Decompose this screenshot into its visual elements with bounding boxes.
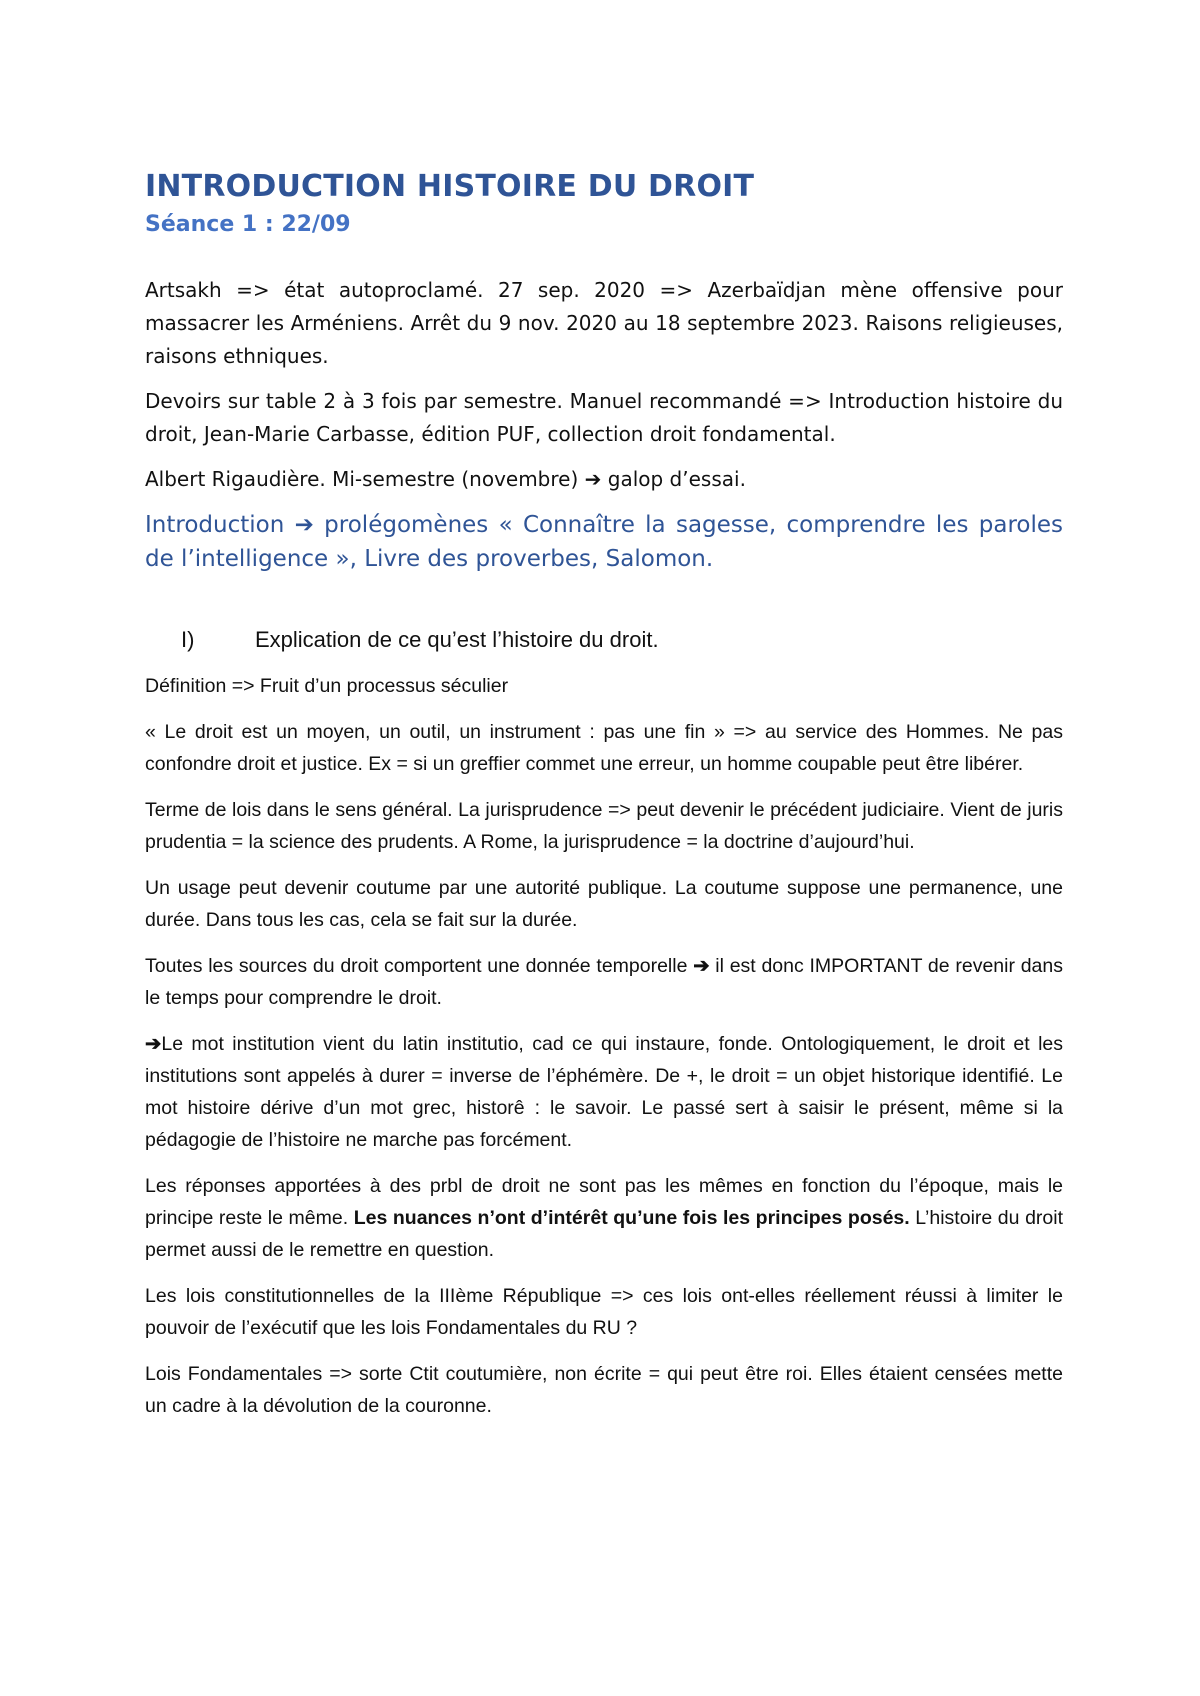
section-number: I) (181, 627, 195, 652)
section-title: Explication de ce qu’est l’histoire du droit. (255, 627, 659, 652)
paragraph-lois-constitutionnelles: Les lois constitutionnelles de la IIIème République => ces lois ont-elles réellement réussi à limiter le pouvoir de l’exécutif que les lois Fondamentales du RU ? (145, 1285, 1063, 1339)
sources-conclusion: il est donc IMPORTANT de revenir dans le temps pour comprendre le droit. (145, 955, 1063, 1009)
page-title: INTRODUCTION HISTOIRE DU DROIT (145, 169, 755, 204)
paragraph-artsakh: Artsakh => état autoproclamé. 27 sep. 2020 => Azerbaïdjan mène offensive pour massacrer les Arméniens. Arrêt du 9 nov. 2020 au 18 septembre 2023. Raisons religieuses, raisons ethniques. (145, 278, 1063, 368)
histoire-question-text: L’histoire du droit permet aussi de le remettre en question. (145, 1207, 1063, 1261)
paragraph-sources (145, 950, 1063, 1014)
arrow-right-icon: ➔ (693, 955, 710, 977)
paragraph-devoirs: Devoirs sur table 2 à 3 fois par semestre. Manuel recommandé => Introduction histoire du droit, Jean-Marie Carbasse, édition PUF, collection droit fondamental. (145, 389, 1063, 446)
institution-text: Le mot institution vient du latin institutio, cad ce qui instaure, fonde. Ontologiquement, le droit et les institutions sont appelés à durer = inverse de l’éphémère. De +, le droit = un objet historique identifié. Le mot histoire dérive d’un mot grec, historê : le savoir. Le passé sert à saisir le présent, même si la pédagogie de l’histoire ne marche pas forcément. (145, 1033, 1063, 1151)
section-heading-1 (145, 624, 1063, 656)
paragraph-jurisprudence: Terme de lois dans le sens général. La jurisprudence => peut devenir le précédent judiciaire. Vient de juris prudentia = la science des prudents. A Rome, la jurisprudence = la doctrine d’aujourd’hui. (145, 799, 1063, 853)
arrow-right-icon: ➔ (145, 1033, 162, 1055)
reponses-text: Les réponses apportées à des prbl de droit ne sont pas les mêmes en fonction du l’époque, mais le principe reste le même. (145, 1175, 1063, 1229)
nuances-bold-text: Les nuances n’ont d’intérêt qu’une fois les principes posés. (353, 1207, 910, 1229)
paragraph-droit-moyen: « Le droit est un moyen, un outil, un instrument : pas une fin » => au service des Hommes. Ne pas confondre droit et justice. Ex = si un greffier commet une erreur, un homme coupable peut être libérer. (145, 721, 1063, 775)
arrow-right-icon: ➔ (584, 467, 602, 491)
document-body (145, 168, 1063, 1422)
sources-text: Toutes les sources du droit comportent une donnée temporelle (145, 955, 694, 977)
paragraph-rigaudiere (145, 463, 1063, 496)
arrow-right-icon: ➔ (294, 512, 314, 538)
rigaudiere-text: Albert Rigaudière. Mi-semestre (novembre) (145, 467, 585, 491)
paragraph-coutume: Un usage peut devenir coutume par une autorité publique. La coutume suppose une permanence, une durée. Dans tous les cas, cela se fait sur la durée. (145, 877, 1063, 931)
introduction-quote: prolégomènes « Connaître la sagesse, comprendre les paroles de l’intelligence », Livre des proverbes, Salomon. (145, 512, 1063, 572)
paragraph-reponses (145, 1170, 1063, 1266)
paragraph-definition: Définition => Fruit d’un processus séculier (145, 675, 509, 697)
introduction-heading (145, 508, 1063, 576)
paragraph-lois-fondamentales: Lois Fondamentales => sorte Ctit coutumière, non écrite = qui peut être roi. Elles étaient censées mette un cadre à la dévolution de la couronne. (145, 1363, 1063, 1417)
galop-text: galop d’essai. (601, 467, 746, 491)
paragraph-institution (145, 1028, 1063, 1156)
session-subtitle: Séance 1 : 22/09 (145, 212, 351, 237)
introduction-label: Introduction (145, 512, 295, 538)
